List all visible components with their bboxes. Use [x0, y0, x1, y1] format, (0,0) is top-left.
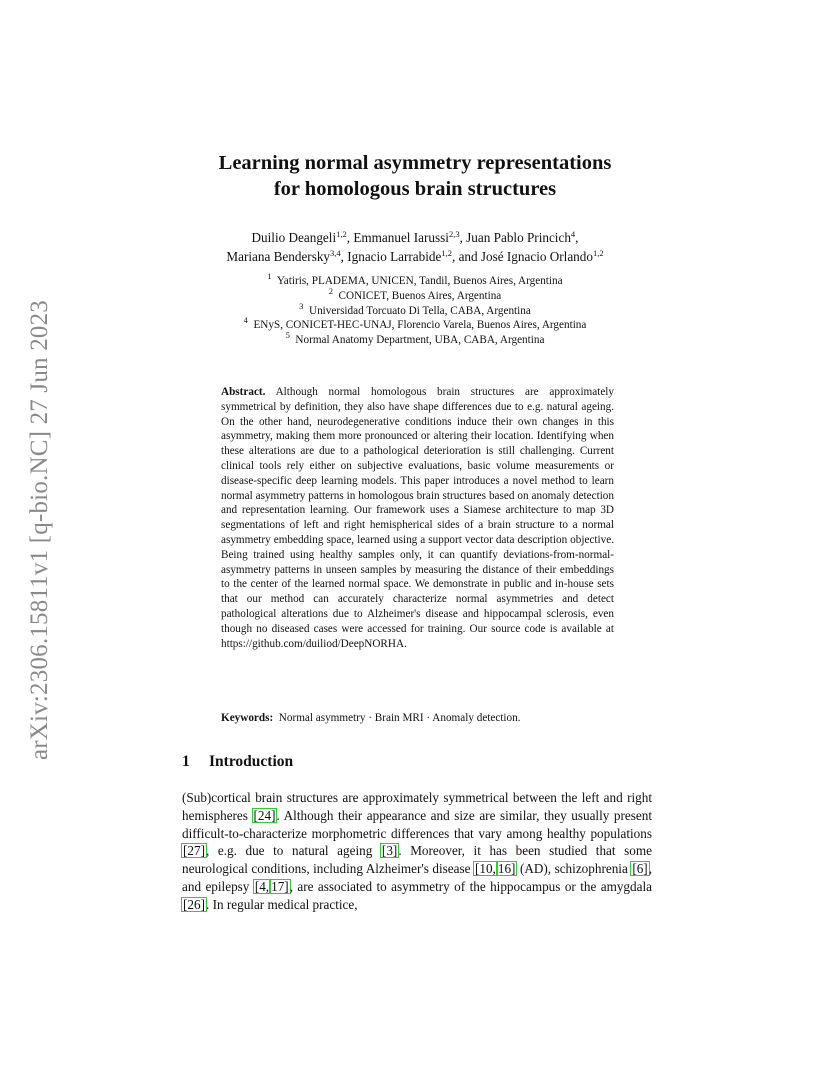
affiliation-text: CONICET, Buenos Aires, Argentina	[338, 289, 502, 302]
citation-link[interactable]: [24]	[253, 807, 276, 823]
author-name: Duilio Deangeli	[251, 230, 337, 245]
keywords-label: Keywords:	[221, 712, 274, 724]
affiliation-line	[150, 271, 680, 289]
introduction-body	[182, 789, 652, 914]
affiliation-line	[150, 315, 680, 333]
keywords-text: Normal asymmetry · Brain MRI · Anomaly detection.	[278, 712, 521, 724]
section-number: 1	[182, 753, 190, 770]
paper-title	[150, 150, 680, 202]
affiliation-line	[150, 330, 680, 348]
author-line-2: Mariana Bendersky$^{3,4}$, Ignacio Larrabide$^{1,2}$, and José Ignacio Orlando$^{1,2}$	[226, 248, 604, 264]
author-name: Ignacio Larrabide	[347, 249, 442, 264]
citation-link[interactable]: [26]	[183, 896, 205, 912]
author-name: Mariana Bendersky	[226, 249, 331, 264]
affiliation-marker: 5	[285, 330, 290, 341]
author-name: Emmanuel Iarussi	[353, 230, 449, 245]
affiliation-line	[150, 285, 680, 304]
citation-link[interactable]: [4,	[254, 878, 270, 894]
citation-link[interactable]: [6]	[632, 861, 648, 877]
arxiv-identifier-stamp	[20, 270, 60, 790]
affiliation-text: Yatiris, PLADEMA, UNICEN, Tandil, Buenos Aires, Argentina	[276, 275, 563, 287]
body-text: (Sub)cortical brain structures are approximately symmetrical between the left and right hemispheres	[182, 790, 652, 823]
affiliation-text: Normal Anatomy Department, UBA, CABA, Argentina	[295, 334, 545, 347]
citation-link[interactable]: [3]	[381, 843, 398, 859]
author-affiliation-marker: 3,4	[330, 248, 341, 258]
abstract	[221, 385, 614, 651]
introduction-paragraph	[182, 789, 652, 914]
body-text: . In regular medical practice,	[205, 896, 358, 912]
author-affiliation-marker: 4	[570, 229, 576, 239]
title-line-1: Learning normal asymmetry representations	[218, 152, 612, 174]
affiliation-marker: 1	[267, 271, 272, 281]
citation-link[interactable]: 17]	[271, 878, 289, 894]
title-line-2: for homologous brain structures	[273, 178, 557, 200]
arxiv-identifier-text: arXiv:2306.15811v1 [q-bio.NC] 27 Jun 2023	[26, 299, 53, 761]
body-text: . Moreover, it has been studied that some neurological conditions, including Alzheimer's disease	[182, 843, 652, 877]
affiliation-marker: 4	[243, 315, 248, 326]
body-text: , and epilepsy	[182, 861, 652, 894]
author-name: José Ignacio Orlando	[480, 249, 593, 264]
affiliation-marker: 3	[299, 300, 304, 311]
author-affiliation-marker: 1,2	[441, 248, 452, 258]
abstract-label: Abstract.	[221, 386, 266, 398]
keywords	[221, 711, 614, 726]
affiliation-text: ENyS, CONICET-HEC-UNAJ, Florencio Varela, Buenos Aires, Argentina	[253, 319, 587, 332]
author-name: Juan Pablo Princich	[466, 230, 571, 245]
citation-link[interactable]: [10,	[474, 861, 496, 877]
citation-link[interactable]: [27]	[183, 843, 205, 859]
section-title: Introduction	[209, 753, 294, 770]
affiliation-list	[150, 271, 680, 348]
affiliation-text: Universidad Torcuato Di Tella, CABA, Argentina	[309, 304, 531, 317]
author-affiliation-marker: 1,2	[592, 248, 604, 258]
author-line-1: Duilio Deangeli$^{1,2}$, Emmanuel Iarussi$^{2,3}$, Juan Pablo Princich$^4$,	[251, 229, 579, 245]
author-list	[150, 228, 680, 266]
affiliation-line	[150, 300, 680, 319]
section-heading-introduction	[182, 753, 293, 771]
body-text: (AD), schizophrenia	[516, 861, 632, 877]
body-text: , are associated to asymmetry of the hippocampus or the amygdala	[289, 878, 652, 894]
author-conjunction: and	[458, 249, 478, 264]
abstract-text: Although normal homologous brain structures are approximately symmetrical by definition, they also have shape differences due to e.g. natural ageing. On the other hand, neurodegenerative conditions induce their own changes in this asymmetry, making them more pronounced or altering their location. Identifying when these alterations are due to a pathological deterioration is still challenging. Current clinical tools rely either on subjective evaluations, basic volume measurements or disease-specific deep learning models. This paper introduces a novel method to learn normal asymmetry patterns in homologous brain structures based on anomaly detection and representation learning. Our framework uses a Siamese architecture to map 3D segmentations of left and right hemispherical sides of a brain structure to a normal asymmetry embedding space, learned using a support vector data description objective. Being trained using healthy samples only, it can quantify deviations-from-normal-asymmetry patterns in unseen samples by measuring the distance of their embeddings to the center of the learned normal space. We demonstrate in public and in-house sets that our method can accurately characterize normal asymmetries and detect pathological alterations due to Alzheimer's disease and hippocampal sclerosis, even though no diseased cases were accessed for training. Our source code is available at https://github.com/duiliod/DeepNORHA.	[221, 386, 614, 650]
affiliation-marker: 2	[328, 285, 333, 296]
author-affiliation-marker: 1,2	[336, 229, 347, 239]
abstract-paragraph	[221, 385, 614, 651]
citation-link[interactable]: 16]	[497, 861, 516, 877]
body-text: . Although their appearance and size are similar, they usually present difficult-to-characterize morphometric differences that vary among healthy populations	[182, 807, 653, 841]
body-text: , e.g. due to natural ageing	[205, 843, 381, 859]
author-affiliation-marker: 2,3	[448, 229, 460, 239]
